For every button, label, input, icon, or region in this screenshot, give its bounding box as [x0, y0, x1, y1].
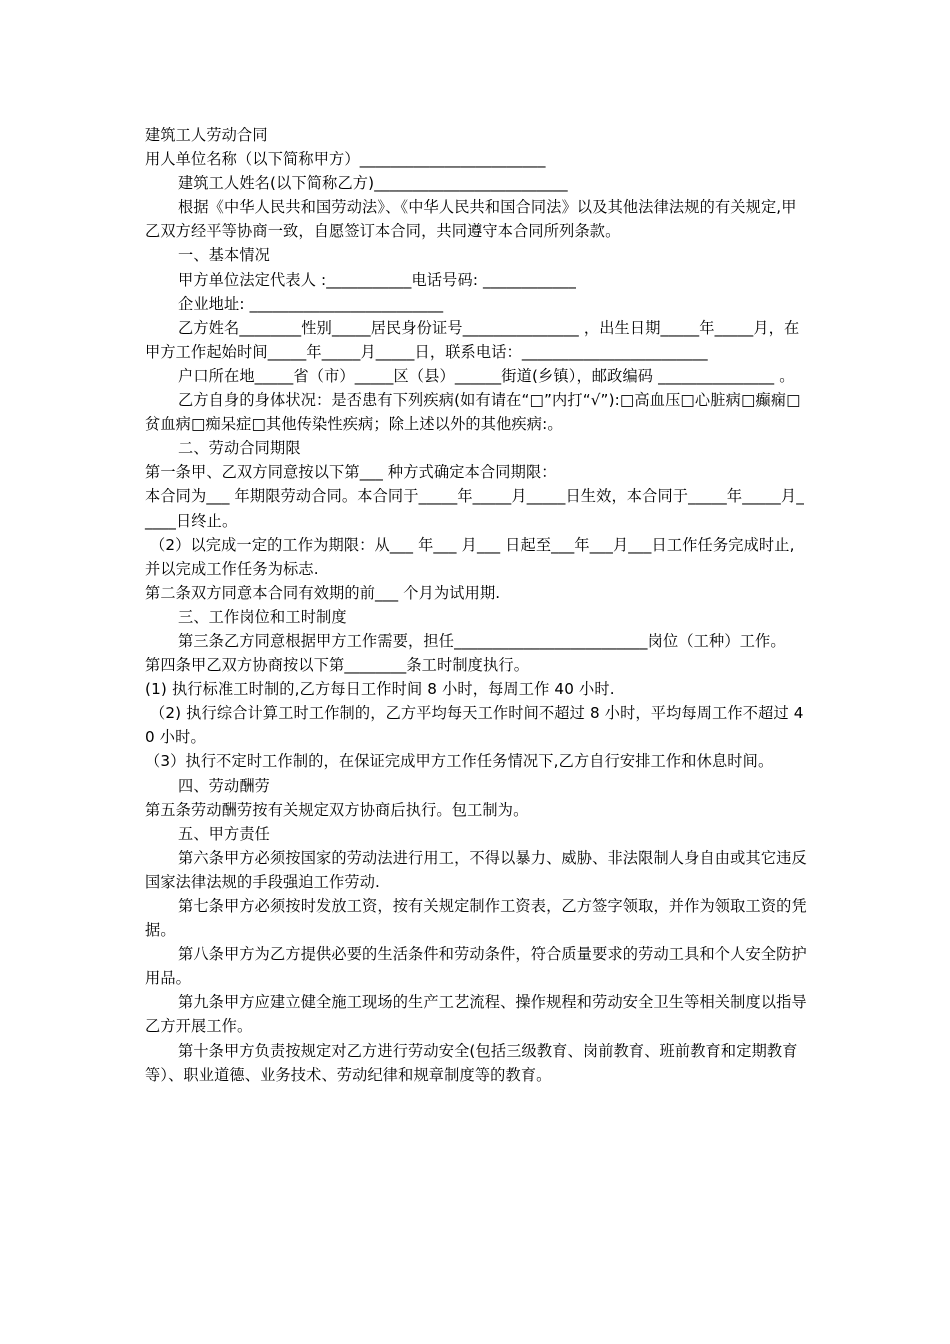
document-paragraph: （2）以完成一定的工作为期限：从___ 年___ 月___ 日起至___年___月___日工作任务完成时止,并以完成工作任务为标志.: [145, 535, 795, 578]
document-paragraph: 第五条劳动酬劳按有关规定双方协商后执行。包工制为。: [145, 800, 529, 819]
document-paragraph: 本合同为___ 年期限劳动合同。本合同于_____年_____月_____日生效，本合同于_____年_____月_____日终止。: [145, 487, 804, 530]
document-title: 建筑工人劳动合同: [145, 126, 268, 144]
document-paragraph: 企业地址: _________________________: [178, 294, 444, 313]
document-paragraph: 用人单位名称（以下简称甲方）________________________: [145, 150, 546, 169]
document-paragraph: 第六条甲方必须按国家的劳动法进行用工，不得以暴力、威胁、非法限制人身自由或其它违反国家法律法规的手段强迫工作劳动.: [145, 848, 807, 891]
document-paragraph: 四、劳动酬劳: [178, 776, 271, 795]
document-paragraph: 三、工作岗位和工时制度: [178, 607, 347, 626]
document-body: [145, 123, 807, 1087]
document-paragraph: 第八条甲方为乙方提供必要的生活条件和劳动条件，符合质量要求的劳动工具和个人安全防护用品。: [145, 945, 807, 988]
document-paragraph: 第十条甲方负责按规定对乙方进行劳动安全(包括三级教育、岗前教育、班前教育和定期教育等）、职业道德、业务技术、劳动纪律和规章制度等的教育。: [145, 1041, 798, 1084]
document-paragraph: 二、劳动合同期限: [178, 439, 301, 458]
document-paragraph: 甲方单位法定代表人 :___________电话号码: ____________: [178, 270, 576, 289]
document-paragraph: 第二条双方同意本合同有效期的前___ 个月为试用期.: [145, 583, 501, 602]
document-paragraph: 五、甲方责任: [178, 824, 271, 843]
document-paragraph: 第七条甲方必须按时发放工资，按有关规定制作工资表，乙方签字领取，并作为领取工资的凭据。: [145, 897, 807, 940]
document-paragraph: 第一条甲、乙双方同意按以下第___ 种方式确定本合同期限：: [145, 463, 557, 482]
document-paragraph: 乙方自身的身体状况：是否患有下列疾病(如有请在“□”内打“√”):□高血压□心脏病□癫痫□贫血病□痴呆症□其他传染性疾病；除上述以外的其他疾病:。: [145, 391, 801, 434]
document-paragraph: 根据《中华人民共和国劳动法》、《中华人民共和国合同法》以及其他法律法规的有关规定,甲乙双方经平等协商一致，自愿签订本合同，共同遵守本合同所列条款。: [145, 198, 797, 241]
document-paragraph: 户口所在地_____省（市）_____区（县）______街道(乡镇），邮政编码 _______________ 。: [178, 366, 795, 385]
document-paragraph: （3）执行不定时工作制的，在保证完成甲方工作任务情况下,乙方自行安排工作和休息时间。: [145, 752, 774, 771]
document-paragraph: 乙方姓名________性别_____居民身份证号_______________ ，出生日期_____年_____月，在甲方工作起始时间_____年_____月_____日，联系电话：________________________: [145, 318, 800, 361]
document-paragraph: （2) 执行综合计算工时工作制的，乙方平均每天工作时间不超过 8 小时，平均每周工作不超过 40 小时。: [145, 704, 804, 747]
document-paragraph: 第九条甲方应建立健全施工现场的生产工艺流程、操作规程和劳动安全卫生等相关制度以指导乙方开展工作。: [145, 993, 807, 1036]
document-paragraph: 一、基本情况: [178, 246, 271, 265]
document-paragraph: 第三条乙方同意根据甲方工作需要，担任_________________________岗位（工种）工作。: [178, 631, 786, 650]
document-paragraph: 第四条甲乙双方协商按以下第________条工时制度执行。: [145, 656, 530, 675]
document-paragraph: (1) 执行标准工时制的,乙方每日工作时间 8 小时，每周工作 40 小时.: [145, 680, 615, 699]
document-paragraph: 建筑工人姓名(以下简称乙方)_________________________: [178, 174, 568, 193]
